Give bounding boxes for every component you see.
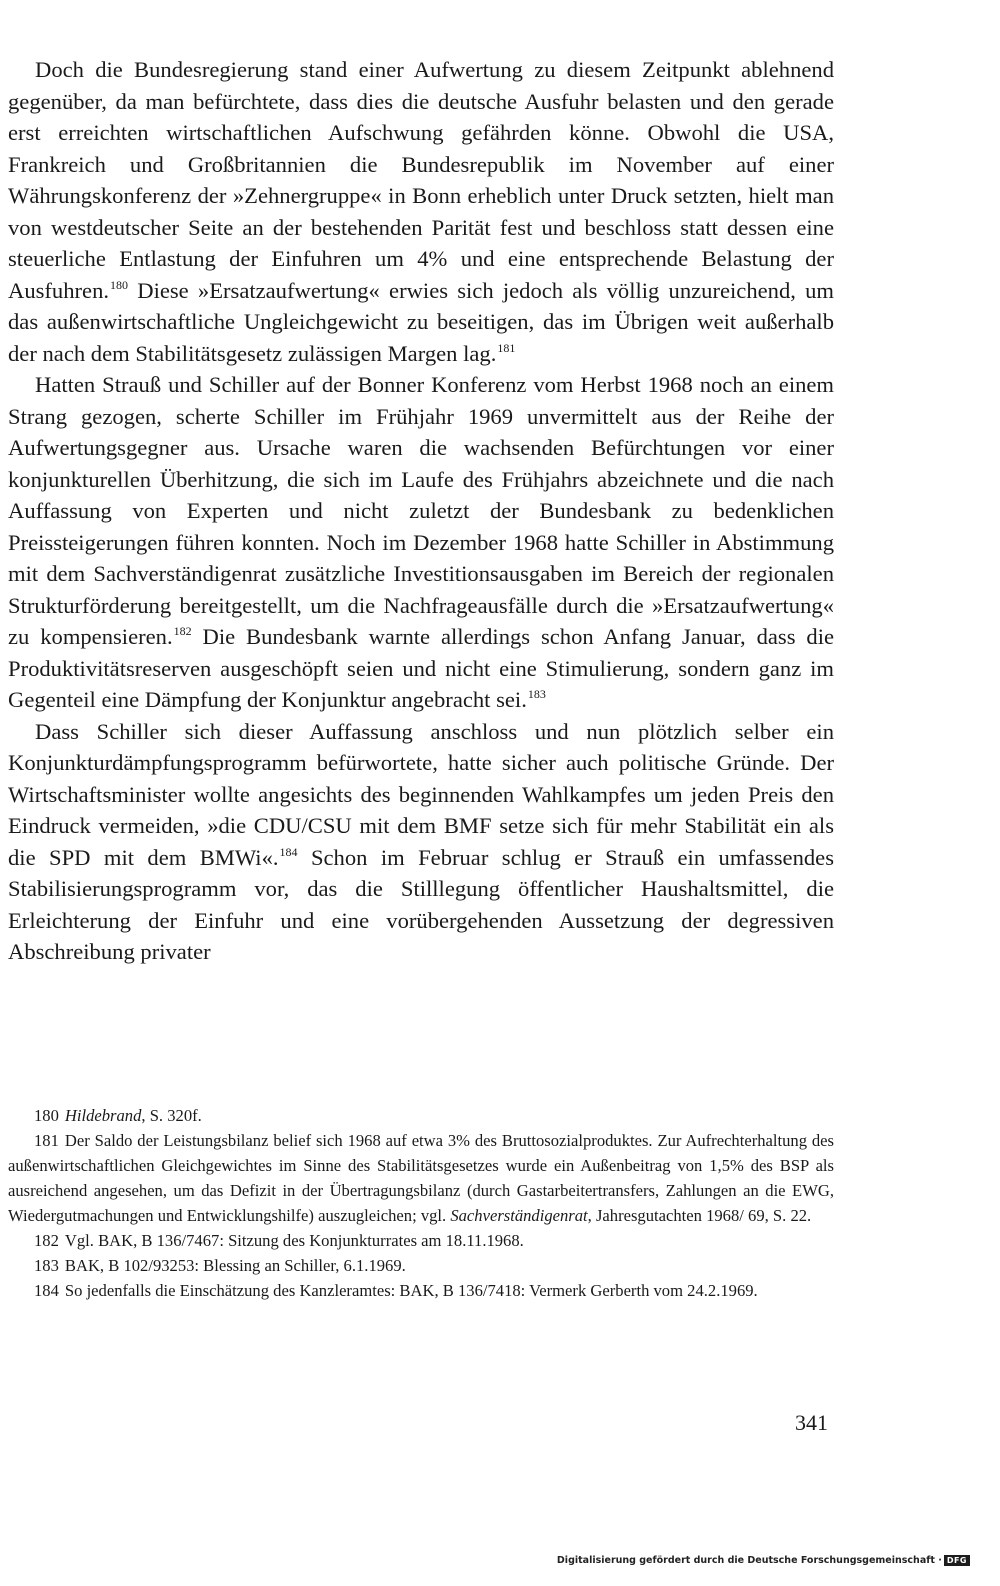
paragraph-3-text-a: Dass Schiller sich dieser Auffassung anschloss und nun plötzlich selber ein Konjunkturdämpfungsprogramm befürwortete, hatte sicher auch politische Gründe. Der Wirtschaftsminister wollte angesichts des beginnenden Wahlkampfes um jeden Preis den Eindruck vermeiden, »die CDU/CSU mit dem BMF setze sich für mehr Stabilität ein als die SPD mit dem BMWi«.	[8, 718, 834, 870]
body-paragraph-3	[8, 716, 834, 968]
footnote-number: 181	[34, 1131, 59, 1150]
footnote-text: So jedenfalls die Einschätzung des Kanzleramtes: BAK, B 136/7418: Vermerk Gerberth vom 24.2.1969.	[64, 1281, 758, 1300]
footnote-text: Der Saldo der Leistungsbilanz belief sich 1968 auf etwa 3% des Bruttosozialproduktes. Zur Aufrechterhaltung des außenwirtschaftlichen Gleichgewichtes im Sinne des Stabilitätsgesetzes wurde ein Außenbeitrag von 1,5% des BSP als ausreichend angesehen, um das Defizit in der Übertragungsbilanz (durch Gastarbeitertransfers, Zahlungen an die EWG, Wiedergutmachungen und Entwicklungshilfe) auszugleichen; vgl.	[8, 1131, 834, 1225]
footnote-181	[8, 1128, 834, 1228]
footnote-ref-183[interactable]: 183	[527, 687, 546, 701]
digitization-text: Digitalisierung gefördert durch die Deutsche Forschungsgemeinschaft ·	[556, 1555, 942, 1566]
footnote-183	[8, 1253, 834, 1278]
footnotes	[8, 1103, 834, 1303]
footnote-author: Hildebrand	[64, 1106, 142, 1125]
footnote-ref-181[interactable]: 181	[497, 340, 516, 355]
footnote-ref-184[interactable]: 184	[279, 844, 298, 859]
footnote-text: , S. 320f.	[141, 1106, 202, 1125]
paragraph-2-text-a: Hatten Strauß und Schiller auf der Bonner Konferenz vom Herbst 1968 noch an einem Strang gezogen, scherte Schiller im Frühjahr 1969 unvermittelt aus der Reihe der Aufwertungsgegner aus. Ursache waren die wachsenden Befürchtungen vor einer konjunkturellen Überhitzung, die sich im Laufe des Frühjahrs abzeichnete und die nach Auffassung von Experten und nicht zuletzt der Bundesbank zu bedenklichen Preissteigerungen führen konnten. Noch im Dezember 1968 hatte Schiller in Abstimmung mit dem Sachverständigenrat zusätzliche Investitionsausgaben im Bereich der regionalen Strukturförderung bereitgestellt, um die Nachfrageausfälle durch die »Ersatzaufwertung« zu kompensieren.	[8, 372, 834, 649]
footnote-180	[8, 1103, 834, 1128]
footnote-text: BAK, B 102/93253: Blessing an Schiller, 6.1.1969.	[64, 1256, 406, 1275]
footnote-text: , Jahresgutachten 1968/ 69, S. 22.	[587, 1206, 812, 1225]
main-text	[8, 54, 834, 968]
footnote-text: Vgl. BAK, B 136/7467: Sitzung des Konjunkturrates am 18.11.1968.	[64, 1231, 524, 1250]
footnote-ref-180[interactable]: 180	[110, 277, 129, 292]
footnote-ref-182[interactable]: 182	[173, 624, 192, 638]
footnote-184	[8, 1278, 834, 1303]
paragraph-2-text-b: Die Bundesbank warnte allerdings schon Anfang Januar, dass die Produktivitätsreserven ausgeschöpft seien und nicht eine Stimulierung, sondern ganz im Gegenteil eine Dämpfung der Konjunktur angebracht sei.	[8, 624, 835, 712]
paragraph-3-text-b: Schon im Februar schlug er Strauß ein umfassendes Stabilisierungsprogramm vor, das die Stilllegung öffentlicher Haushaltsmittel, die Erleichterung der Einfuhr und eine vorübergehenden Aussetzung der degressiven Abschreibung privater	[8, 844, 834, 964]
footnote-number: 182	[34, 1231, 59, 1250]
paragraph-1-text-b: Diese »Ersatzaufwertung« erwies sich jedoch als völlig unzureichend, um das außenwirtschaftliche Ungleichgewicht zu beseitigen, das im Übrigen weit außerhalb der nach dem Stabilitätsgesetz zulässigen Margen lag.	[8, 277, 834, 366]
digitization-note	[557, 1555, 970, 1566]
body-paragraph-1	[8, 54, 834, 369]
dfg-logo-icon: DFG	[944, 1555, 970, 1566]
footnote-author: Sachverständigenrat	[450, 1206, 588, 1225]
footnote-number: 180	[34, 1106, 59, 1125]
paragraph-1-text-a: Doch die Bundesregierung stand einer Aufwertung zu diesem Zeitpunkt ablehnend gegenüber, da man befürchtete, dass dies die deutsche Ausfuhr belasten und den gerade erst erreichten wirtschaftlichen Aufschwung gefährden könne. Obwohl die USA, Frankreich und Großbritannien die Bundesrepublik im November auf einer Währungskonferenz der »Zehnergruppe« in Bonn erheblich unter Druck setzten, hielt man von westdeutscher Seite an der bestehenden Parität fest und beschloss statt dessen eine steuerliche Entlastung der Einfuhren um 4% und eine entsprechende Belastung der Ausfuhren.	[8, 57, 834, 303]
body-paragraph-2	[8, 369, 834, 716]
footnote-182	[8, 1228, 834, 1253]
footnote-number: 184	[34, 1281, 59, 1300]
footnote-number: 183	[34, 1256, 59, 1275]
page-number: 341	[795, 1410, 828, 1435]
